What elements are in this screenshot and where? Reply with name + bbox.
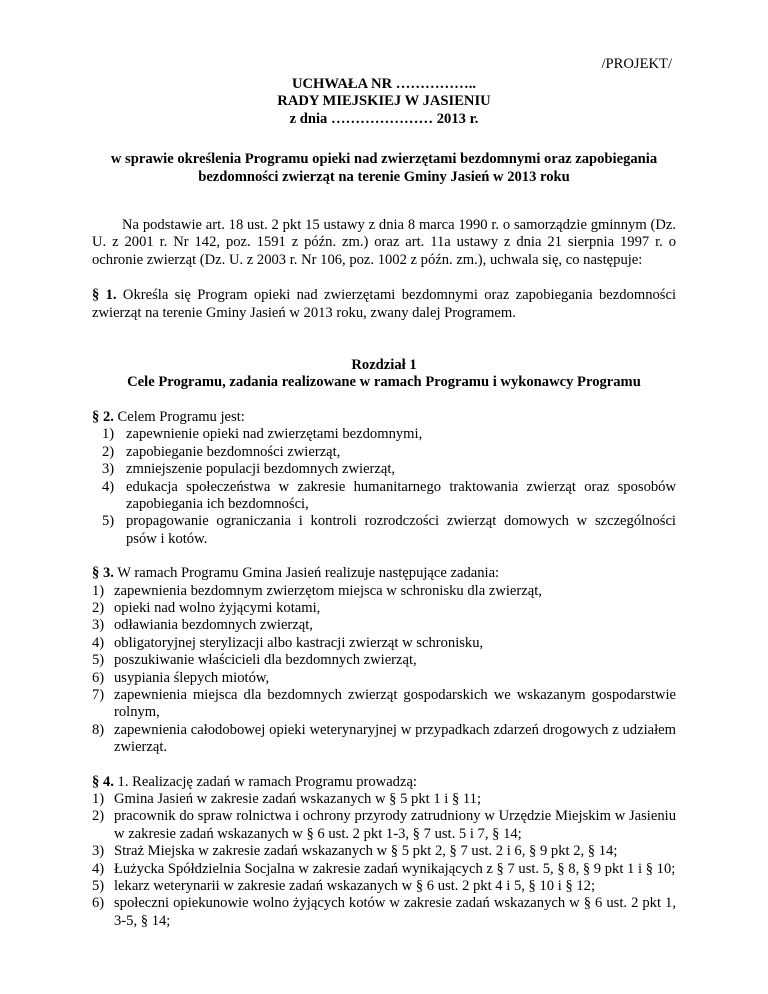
list-item: 3) zmniejszenie populacji bezdomnych zwierząt, (102, 461, 396, 478)
list-item: 5) poszukiwanie właścicieli dla bezdomnych zwierząt, (92, 652, 417, 669)
list-item: 3) odławiania bezdomnych zwierząt, (92, 617, 313, 634)
section-2-text: Celem Programu jest: (113, 408, 245, 425)
list-item: 5) propagowanie ograniczania i kontroli rozrodczości zwierząt domowych w szczególności psów i kotów. (102, 513, 676, 547)
section-3-mark: § 3. (92, 565, 114, 582)
list-item: 2) zapobieganie bezdomności zwierząt, (102, 443, 341, 460)
resolution-number: UCHWAŁA NR …………….. (291, 76, 477, 92)
resolution-date: z dnia ………………… 2013 r. (289, 110, 479, 127)
chapter-label: Rozdział 1 (351, 357, 417, 374)
resolution-title: w sprawie określenia Programu opieki nad zwierzętami bezdomnymi oraz zapobiegania bezdomności zwierząt na terenie Gminy Jasień w 2013 roku (110, 151, 658, 185)
section-3-list (92, 583, 676, 757)
resolution-header (92, 76, 676, 128)
section-4-text: 1. Realizację zadań w ramach Programu prowadzą: (113, 773, 417, 790)
document-page (92, 42, 676, 930)
list-item: 4) edukacja społeczeństwa w zakresie humanitarnego traktowania zwierząt oraz sposobów zapobiegania ich bezdomności, (102, 478, 676, 512)
list-item: 4) Łużycka Spółdzielnia Socjalna w zakresie zadań wynikających z § 7 ust. 5, § 8, § 9 pkt 1 i § 10; (92, 860, 676, 877)
section-2-mark: § 2. (92, 408, 114, 425)
section-1-mark: § 1. (92, 287, 117, 304)
list-item: 6) społeczni opiekunowie wolno żyjących kotów w zakresie zadań wskazanych w § 6 ust. 2 pkt 1, 3-5, § 14; (92, 895, 676, 929)
list-item: 2) opieki nad wolno żyjącymi kotami, (92, 599, 321, 616)
list-item: 4) obligatoryjnej sterylizacji albo kastracji zwierząt w schronisku, (92, 634, 484, 651)
section-4-mark: § 4. (92, 773, 114, 790)
section-4-list (92, 791, 676, 930)
chapter-heading (92, 357, 676, 392)
section-3 (92, 565, 676, 756)
list-item: 7) zapewnienia miejsca dla bezdomnych zwierząt gospodarskich we wskazanym gospodarstwie rolnym, (92, 686, 676, 721)
section-4 (92, 774, 676, 931)
list-item: 5) lekarz weterynarii w zakresie zadań wskazanych w § 6 ust. 2 pkt 4 i 5, § 10 i § 12; (92, 878, 596, 895)
section-3-text: W ramach Programu Gmina Jasień realizuje następujące zadania: (113, 565, 500, 582)
list-item: 1) zapewnienie opieki nad zwierzętami bezdomnymi, (102, 426, 423, 443)
projekt-label: /PROJEKT/ (601, 56, 672, 72)
list-item: 6) usypiania ślepych miotów, (92, 669, 270, 686)
chapter-title: Cele Programu, zadania realizowane w ramach Programu i wykonawcy Programu (127, 374, 641, 391)
list-item: 1) Gmina Jasień w zakresie zadań wskazanych w § 5 pkt 1 i § 11; (92, 791, 482, 807)
list-item: 1) zapewnienia bezdomnym zwierzętom miejsca w schronisku dla zwierząt, (92, 582, 542, 599)
council-name: RADY MIEJSKIEJ W JASIENIU (277, 93, 491, 110)
list-item: 3) Straż Miejska w zakresie zadań wskazanych w § 5 pkt 2, § 7 ust. 2 i 6, § 9 pkt 2, § 14; (92, 843, 618, 860)
section-2-list (92, 426, 676, 548)
section-2 (92, 409, 676, 548)
section-1 (92, 287, 676, 322)
legal-basis-paragraph: Na podstawie art. 18 ust. 2 pkt 15 ustawy z dnia 8 marca 1990 r. o samorządzie gminnym (Dz. U. z 2001 r. Nr 142, poz. 1591 z późn. zm.) oraz art. 11a ustawy z dnia 21 sierpnia 1997 r. o ochronie zwierząt (Dz. U. z 2003 r. Nr 106, poz. 1002 z późn. zm.), uchwala się, co następuje: (92, 217, 676, 268)
list-item: 2) pracownik do spraw rolnictwa i ochrony przyrody zatrudniony w Urzędzie Miejskim w Jasieniu w zakresie zadań wskazanych w § 6 ust. 2 pkt 1-3, § 7 ust. 5 i 7, § 14; (92, 808, 676, 842)
list-item: 8) zapewnienia całodobowej opieki weterynaryjnej w przypadkach zdarzeń drogowych z udziałem zwierząt. (92, 721, 676, 756)
section-1-text: Określa się Program opieki nad zwierzętami bezdomnymi oraz zapobiegania bezdomności zwierząt na terenie Gminy Jasień w 2013 roku, zwany dalej Programem. (92, 287, 677, 321)
